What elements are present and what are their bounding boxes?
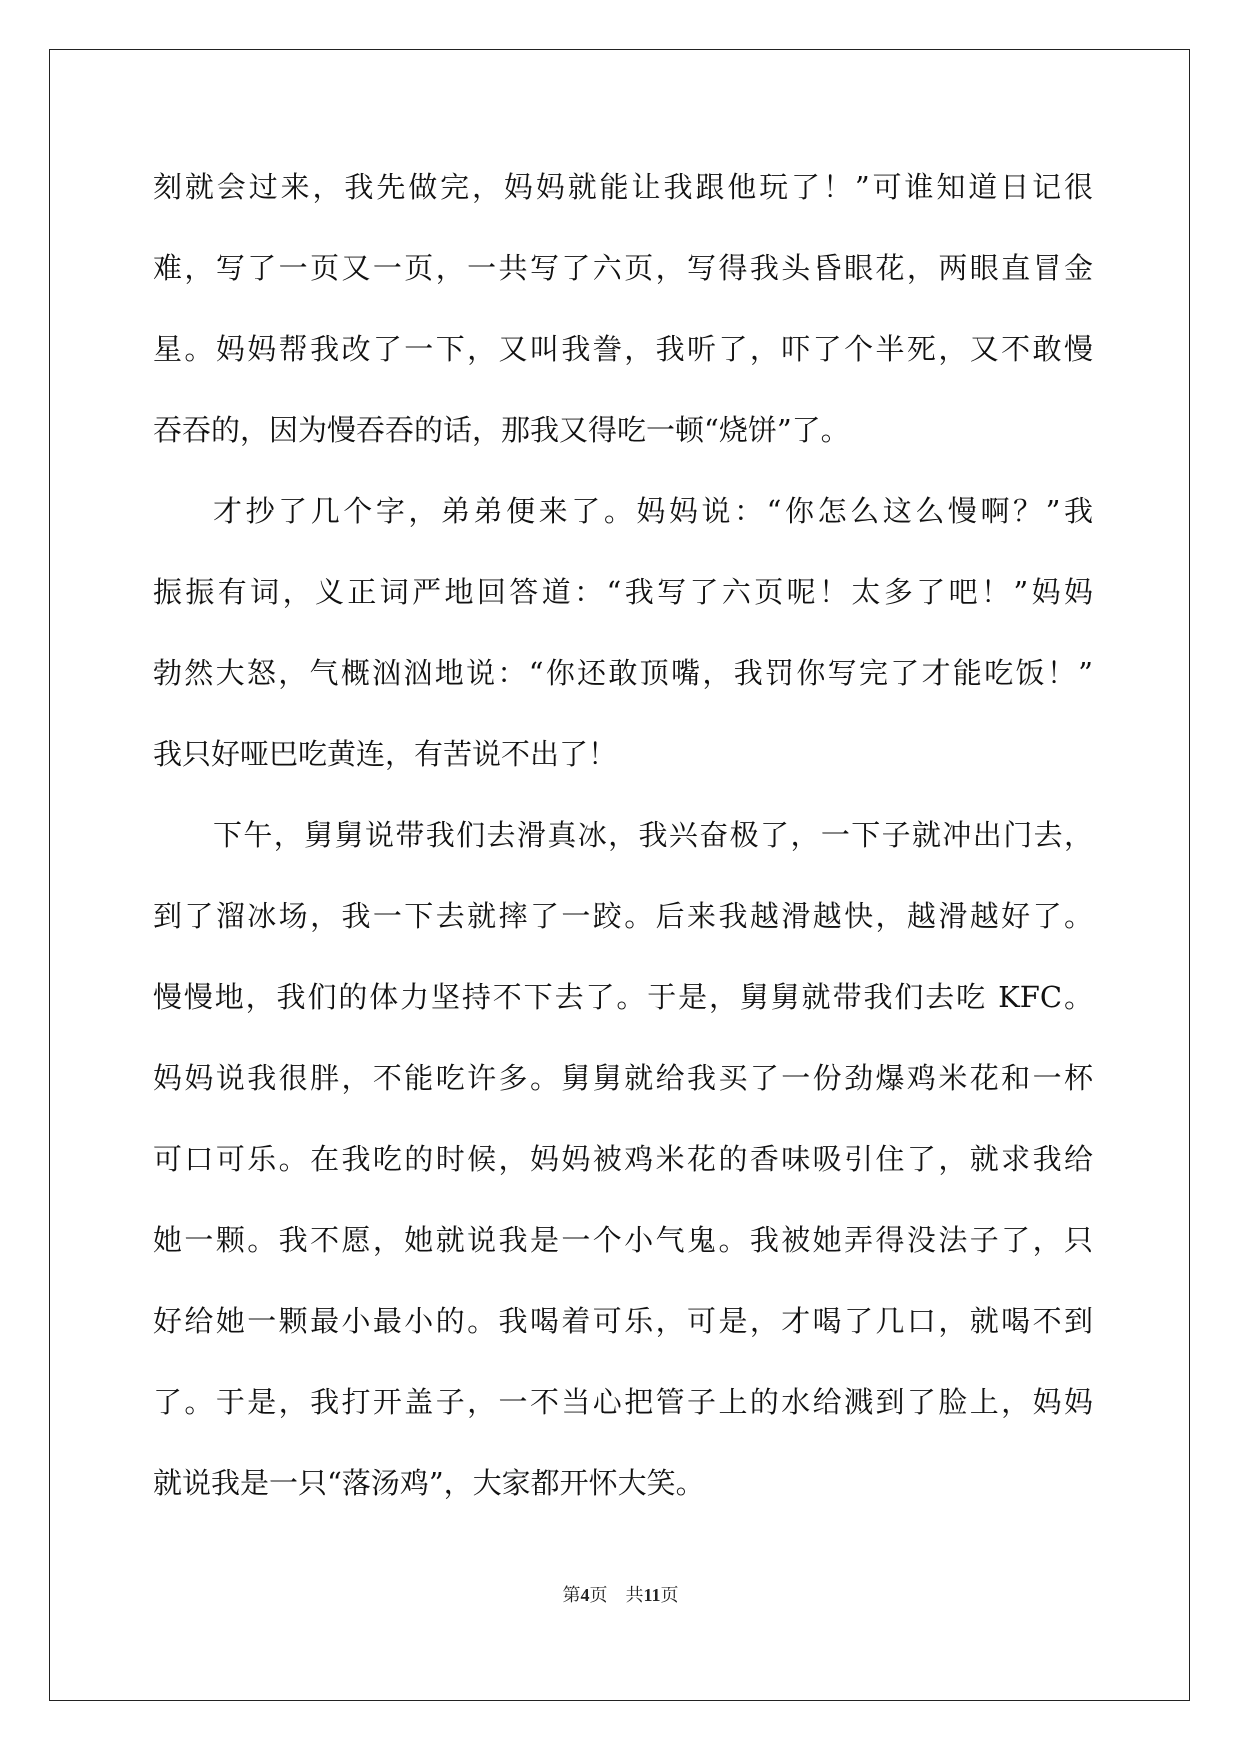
paragraph-1-line-2: 难，写了一页又一页，一共写了六页，写得我头昏眼花，两眼直冒金 <box>153 251 1093 285</box>
paragraph-2-line-3: 勃然大怒，气概汹汹地说：“你还敢顶嘴，我罚你写完了才能吃饭！” <box>153 656 1093 690</box>
paragraph-3-line-5: 可口可乐。在我吃的时候，妈妈被鸡米花的香味吸引住了，就求我给 <box>153 1142 1093 1176</box>
page-current-number: 4 <box>580 1585 590 1605</box>
paragraph-3-line-2: 到了溜冰场，我一下去就摔了一跤。后来我越滑越快，越滑越好了。 <box>153 899 1093 933</box>
page-border <box>49 49 1190 1701</box>
paragraph-1-line-4: 吞吞的，因为慢吞吞的话，那我又得吃一顿“烧饼”了。 <box>153 413 850 447</box>
paragraph-1-line-3: 星。妈妈帮我改了一下，又叫我誊，我听了，吓了个半死，又不敢慢 <box>153 332 1093 366</box>
paragraph-2-line-1: 才抄了几个字，弟弟便来了。妈妈说：“你怎么这么慢啊？”我 <box>213 494 1093 528</box>
paragraph-3-line-9: 就说我是一只“落汤鸡”，大家都开怀大笑。 <box>153 1466 705 1500</box>
paragraph-2-line-2: 振振有词，义正词严地回答道：“我写了六页呢！太多了吧！”妈妈 <box>153 575 1093 609</box>
total-label-prefix: 共 <box>625 1585 644 1606</box>
page-total-number: 11 <box>643 1585 661 1605</box>
paragraph-3-line-8: 了。于是，我打开盖子，一不当心把管子上的水给溅到了脸上，妈妈 <box>153 1385 1093 1419</box>
paragraph-3-line-7: 好给她一颗最小最小的。我喝着可乐，可是，才喝了几口，就喝不到 <box>153 1304 1093 1338</box>
paragraph-2-line-4: 我只好哑巴吃黄连，有苦说不出了！ <box>153 737 618 771</box>
page-label-prefix: 第 <box>562 1585 581 1606</box>
paragraph-3-line-1: 下午，舅舅说带我们去滑真冰，我兴奋极了，一下子就冲出门去， <box>213 818 1093 852</box>
paragraph-3-line-3: 慢慢地，我们的体力坚持不下去了。于是，舅舅就带我们去吃 KFC。 <box>153 980 1093 1014</box>
page-footer <box>0 1583 1241 1608</box>
paragraph-3-line-6: 她一颗。我不愿，她就说我是一个小气鬼。我被她弄得没法子了，只 <box>153 1223 1093 1257</box>
paragraph-1-line-1: 刻就会过来，我先做完，妈妈就能让我跟他玩了！”可谁知道日记很 <box>153 170 1093 204</box>
page-label-suffix: 页 <box>589 1585 608 1606</box>
total-label-suffix: 页 <box>660 1585 679 1606</box>
paragraph-3-line-4: 妈妈说我很胖，不能吃许多。舅舅就给我买了一份劲爆鸡米花和一杯 <box>153 1061 1093 1095</box>
